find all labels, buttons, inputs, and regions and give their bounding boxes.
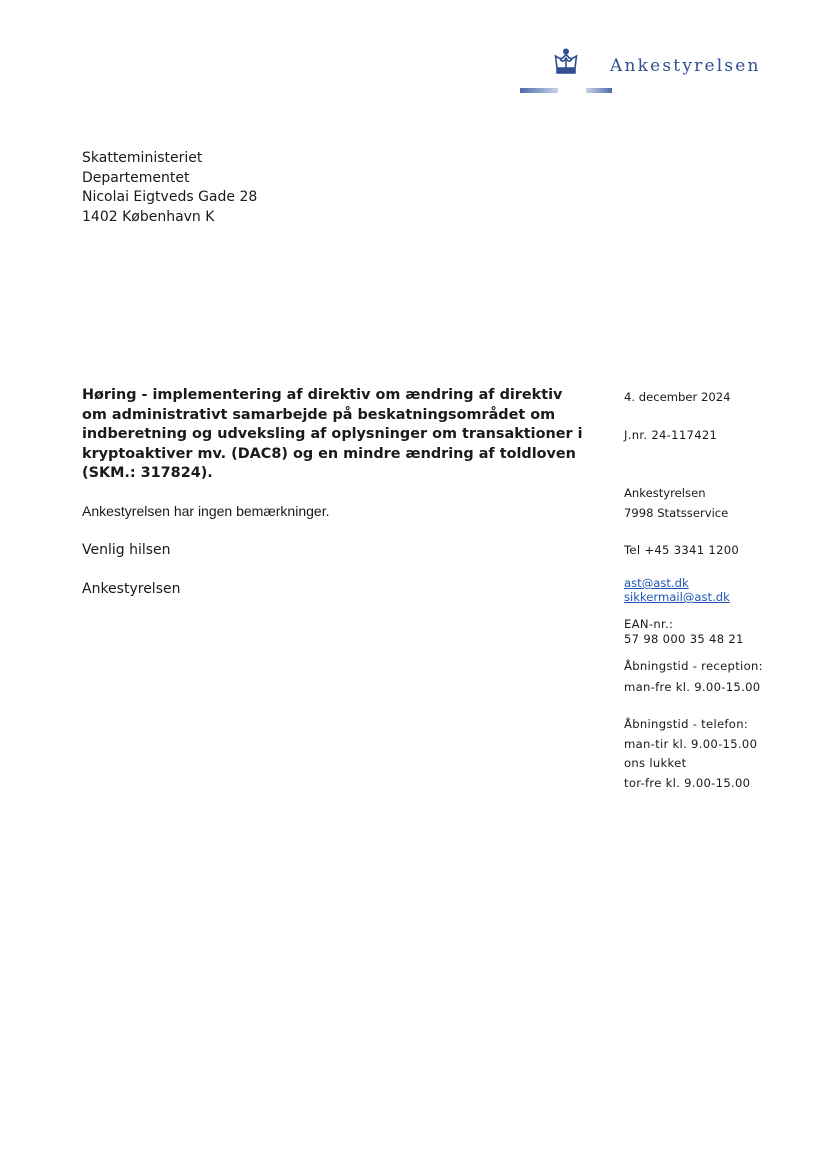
logo-bar-left [520,88,558,93]
crown-icon [553,48,579,76]
sender-address [624,483,728,523]
email-links [624,576,730,604]
letter-remark: Ankestyrelsen har ingen bemærkninger. [82,503,330,519]
sender-org-address: 7998 Statsservice [624,506,729,520]
phone-hours-wed: ons lukket [624,756,687,770]
ean-number [624,617,744,646]
reception-hours-label: Åbningstid - reception: [624,659,763,673]
recipient-name: Skatteministeriet [82,150,203,166]
ean-value: 57 98 000 35 48 21 [624,631,744,646]
phone-hours-mon-tue: man-tir kl. 9.00-15.00 [624,736,758,751]
ean-label: EAN-nr.: [624,617,674,631]
reception-hours [624,656,763,698]
secure-email-link[interactable]: sikkermail@ast.dk [624,590,730,604]
logo-wordmark: Ankestyrelsen [610,56,761,76]
recipient-department: Departementet [82,169,190,186]
letter-greeting: Venlig hilsen [82,542,171,558]
reception-hours-value: man-fre kl. 9.00-15.00 [624,680,761,694]
letter-date: 4. december 2024 [624,390,731,404]
letter-sender: Ankestyrelsen [82,581,181,597]
phone-hours-thu-fri: tor-fre kl. 9.00-15.00 [624,775,751,790]
recipient-address [82,149,257,228]
agency-logo [520,44,800,96]
letter-subject: Høring - implementering af direktiv om ændring af direktiv om administrativt samarbejde på beskatningsområdet om indberetning og udveksling af oplysninger om transaktioner i kryptoaktiver mv. (DAC8) og en mindre ændring af toldloven (SKM.: 317824). [82,387,583,482]
journal-number: J.nr. 24-117421 [624,428,718,442]
sender-org-name: Ankestyrelsen [624,486,706,500]
email-link[interactable]: ast@ast.dk [624,576,689,590]
recipient-street: Nicolai Eigtveds Gade 28 [82,189,258,206]
phone-hours [624,715,757,793]
phone-number: Tel +45 3341 1200 [624,543,740,557]
phone-hours-label: Åbningstid - telefon: [624,717,749,731]
recipient-city: 1402 København K [82,209,215,226]
logo-bar-right [586,88,612,93]
